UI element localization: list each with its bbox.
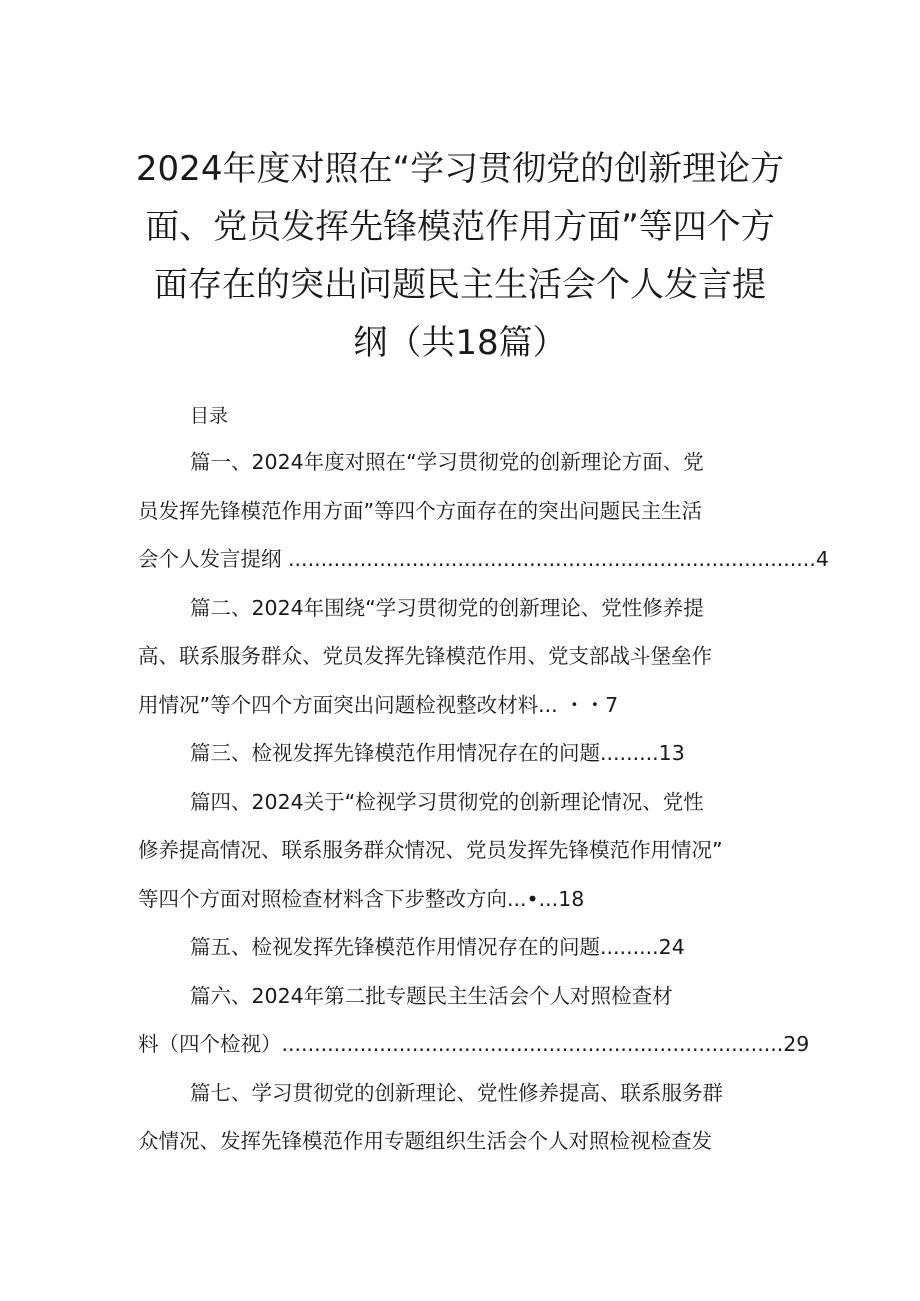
toc-entry-5-line-1: 篇五、检视发挥先锋模范作用情况存在的问题.........24 (190, 935, 685, 959)
toc-entry-2[interactable] (138, 584, 788, 730)
toc-entry-1-line-3: 会个人发言提纲 .................................................................................4 (138, 547, 829, 571)
toc-entry-2-line-1: 篇二、2024年围绕“学习贯彻党的创新理论、党性修养提 (190, 595, 704, 620)
toc-entry-7-line-1: 篇七、学习贯彻党的创新理论、党性修养提高、联系服务群 (190, 1080, 723, 1105)
title-line-3: 面存在的突出问题民主生活会个人发言提 (154, 265, 766, 305)
toc-entry-1-line-2: 员发挥先锋模范作用方面”等四个方面存在的突出问题民主生活 (138, 498, 703, 523)
toc-entry-2-line-3: 用情况”等个四个方面突出问题检视整改材料... ・・7 (138, 692, 619, 717)
toc-entry-4[interactable] (138, 778, 788, 924)
title-line-2: 面、党员发挥先锋模范作用方面”等四个方 (145, 207, 775, 247)
toc-entry-7[interactable] (138, 1069, 788, 1166)
title-line-4: 纲（共18篇） (353, 323, 567, 363)
toc-entry-6-line-1: 篇六、2024年第二批专题民主生活会个人对照检查材 (190, 983, 673, 1008)
toc-heading: 目录 (190, 405, 229, 427)
document-title (120, 140, 800, 372)
toc-entry-5[interactable] (138, 923, 788, 972)
toc-entry-1[interactable] (138, 438, 829, 584)
toc-entry-3[interactable] (138, 729, 788, 778)
toc-entry-4-line-3: 等四个方面对照检查材料含下步整改方向...•...18 (138, 886, 585, 911)
toc-entry-1-line-1: 篇一、2024年度对照在“学习贯彻党的创新理论方面、党 (190, 450, 704, 474)
toc-entry-6[interactable] (138, 972, 810, 1069)
table-of-contents (138, 438, 829, 1166)
title-line-1: 2024年度对照在“学习贯彻党的创新理论方 (135, 149, 785, 189)
toc-entry-2-line-2: 高、联系服务群众、党员发挥先锋模范作用、党支部战斗堡垒作 (138, 644, 712, 668)
toc-entry-4-line-1: 篇四、2024关于“检视学习贯彻党的创新理论情况、党性 (190, 789, 704, 814)
toc-entry-4-line-2: 修养提高情况、联系服务群众情况、党员发挥先锋模范作用情况” (138, 838, 723, 862)
toc-entry-7-line-2: 众情况、发挥先锋模范作用专题组织生活会个人对照检视检查发 (138, 1129, 712, 1153)
toc-entry-3-line-1: 篇三、检视发挥先锋模范作用情况存在的问题.........13 (190, 741, 685, 765)
toc-entry-6-line-2: 料（四个检视）.............................................................................29 (138, 1032, 810, 1056)
